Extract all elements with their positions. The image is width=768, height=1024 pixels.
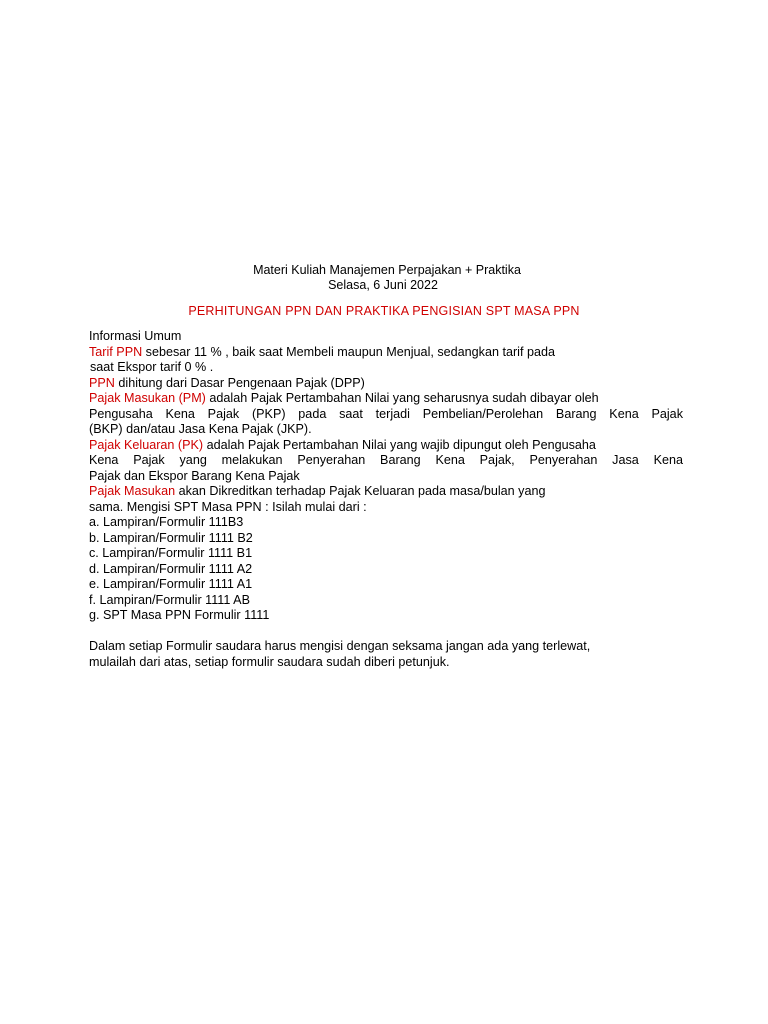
paragraph-credit-line2: sama. Mengisi SPT Masa PPN : Isilah mulai dari : bbox=[89, 499, 367, 514]
header-course-title: Materi Kuliah Manajemen Perpajakan + Praktika bbox=[253, 263, 521, 277]
paragraph-pm-line1 bbox=[89, 391, 683, 407]
tarif-text: sebesar 11 % , baik saat Membeli maupun Menjual, sedangkan tarif pada bbox=[142, 344, 555, 359]
list-item: b. Lampiran/Formulir 1111 B2 bbox=[89, 530, 253, 545]
paragraph-tarif-line2: saat Ekspor tarif 0 % . bbox=[90, 360, 214, 374]
blank-spacer bbox=[89, 624, 683, 640]
document-body bbox=[89, 329, 683, 670]
term-pajak-keluaran-pk: Pajak Keluaran (PK) bbox=[89, 437, 204, 452]
paragraph-ppn bbox=[89, 376, 683, 392]
paragraph-tarif-line1 bbox=[89, 345, 683, 361]
paragraph-pm-line2: Pengusaha Kena Pajak (PKP) pada saat terjadi Pembelian/Perolehan Barang Kena Pajak bbox=[89, 406, 683, 421]
list-item: e. Lampiran/Formulir 1111 A1 bbox=[89, 577, 253, 591]
paragraph-pm-line3: (BKP) dan/atau Jasa Kena Pajak (JKP). bbox=[89, 422, 312, 436]
paragraph-credit-line1 bbox=[89, 484, 683, 500]
paragraph-pk-line3: Pajak dan Ekspor Barang Kena Pajak bbox=[89, 468, 300, 483]
term-pajak-masukan-pm: Pajak Masukan (PM) bbox=[89, 391, 206, 405]
term-pajak-masukan: Pajak Masukan bbox=[89, 484, 176, 498]
section-heading: Informasi Umum bbox=[89, 329, 182, 343]
paragraph-pk-line2: Kena Pajak yang melakukan Penyerahan Barang Kena Pajak, Penyerahan Jasa Kena bbox=[89, 453, 683, 467]
list-item: f. Lampiran/Formulir 1111 AB bbox=[89, 592, 250, 607]
pk-text: adalah Pajak Pertambahan Nilai yang wajib dipungut oleh Pengusaha bbox=[203, 437, 596, 452]
paragraph-pk-line1 bbox=[89, 438, 683, 454]
header-date: Selasa, 6 Juni 2022 bbox=[328, 278, 438, 292]
term-tarif-ppn: Tarif PPN bbox=[89, 344, 143, 359]
document-title: PERHITUNGAN PPN DAN PRAKTIKA PENGISIAN SPT MASA PPN bbox=[188, 304, 580, 318]
list-item: d. Lampiran/Formulir 1111 A2 bbox=[89, 561, 253, 576]
closing-line2: mulailah dari atas, setiap formulir saudara sudah diberi petunjuk. bbox=[89, 654, 450, 669]
list-item: g. SPT Masa PPN Formulir 1111 bbox=[89, 608, 270, 622]
ppn-text: dihitung dari Dasar Pengenaan Pajak (DPP) bbox=[114, 375, 365, 390]
list-item: c. Lampiran/Formulir 1111 B1 bbox=[89, 546, 253, 560]
term-ppn: PPN bbox=[89, 375, 115, 390]
credit-text: akan Dikreditkan terhadap Pajak Keluaran pada masa/bulan yang bbox=[175, 484, 546, 498]
pm-text: adalah Pajak Pertambahan Nilai yang seharusnya sudah dibayar oleh bbox=[205, 391, 599, 405]
list-item: a. Lampiran/Formulir 111B3 bbox=[89, 515, 244, 529]
closing-line1: Dalam setiap Formulir saudara harus mengisi dengan seksama jangan ada yang terlewat, bbox=[89, 639, 591, 653]
